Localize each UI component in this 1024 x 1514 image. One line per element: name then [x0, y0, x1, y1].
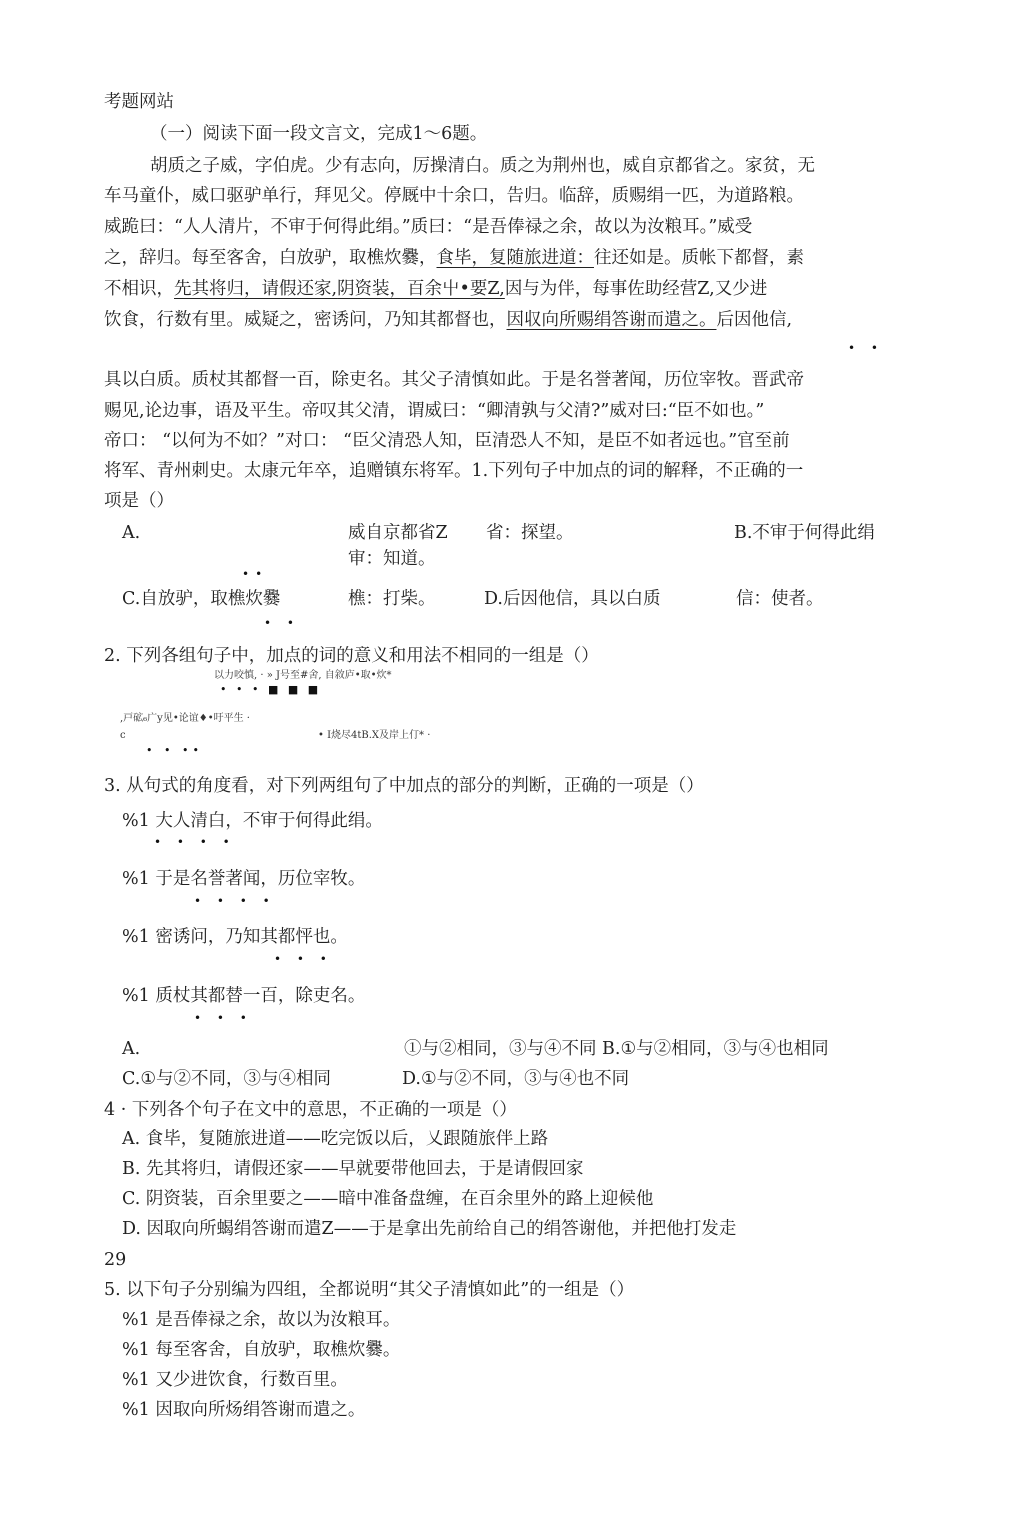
- emphasis-dots: • • • •: [154, 835, 236, 849]
- emphasis-dots: • • ••: [146, 744, 203, 757]
- emphasis-dots: • • • •: [194, 894, 276, 908]
- q1-option-a-gloss: 省：探望。: [486, 523, 574, 543]
- q1-option-d-text: D.后因他信，具以白质: [484, 589, 661, 609]
- passage-text: 不相识，: [104, 279, 174, 299]
- passage-text: 之，辞归。每至客舍，白放驴，取樵炊爨，: [104, 248, 437, 268]
- q2-garbled-line-3b: • I烧尽4tB.X及岸上仃* ·: [318, 730, 431, 741]
- passage-text: 因与为伴，每事佐助经营Z,又少进: [504, 279, 768, 299]
- passage-text: 后因他信,: [716, 310, 793, 330]
- q4-option-a: A. 食毕，复随旅进道——吃完饭以后，乂跟随旅伴上路: [122, 1129, 549, 1149]
- q3-stem: 3. 从句式的角度看，对下列两组句了中加点的部分的判断，正确的一项是（）: [104, 776, 704, 796]
- q2-garbled-line-3a: c: [120, 730, 126, 741]
- q4-option-c: C. 阴资装，百余里要之——暗中准备盘缠，在百余里外的路上迎候他: [122, 1189, 654, 1209]
- passage-line-10: 将军、青州刺史。太康元年卒，追赠镇东将军。1.下列句子中加点的词的解释，不正确的一: [104, 461, 804, 481]
- q4-option-b: B. 先其将归，请假还家——早就要带他回去，于是请假回家: [122, 1159, 584, 1179]
- q4-option-d: D. 因取向所蝎绢答谢而遣Z——于是拿出先前给自己的绢答谢他，并把他打发走: [122, 1219, 737, 1239]
- passage-line-8: 赐见,论边事，语及平生。帝叹其父清，谓威曰：“卿清孰与父清?”威对曰:“臣不如也。”: [104, 401, 765, 421]
- passage-line-7: 具以白质。质杖其都督一百，除吏名。其父子清慎如此。于是名誉著闻，历位宰牧。晋武帝: [104, 370, 804, 390]
- q1-option-b-text: B.不审于何得此绢: [734, 523, 875, 543]
- passage-line-11: 项是（）: [104, 491, 174, 511]
- emphasis-dots: • •: [264, 616, 300, 630]
- underlined-phrase-b: 先其将归，请假还家,: [174, 279, 338, 299]
- q2-stem: 2. 下列各组句子中，加点的词的意义和用法不相同的一组是（）: [104, 646, 599, 666]
- emphasis-dots: • • •: [194, 1011, 253, 1025]
- q5-stem: 5. 以下句子分别编为四组，全都说明“其父子清慎如此”的一组是（）: [104, 1280, 635, 1300]
- page-number: 29: [104, 1250, 127, 1270]
- passage-line-4: [104, 247, 804, 269]
- q4-stem: 4 · 下列各个句子在文中的意思，不正确的一项是（）: [104, 1100, 517, 1120]
- passage-text: 往还如是。质帐下都督，素: [594, 248, 804, 268]
- passage-line-3: 威跪曰：“人人清片，不审于何得此绢。”质曰：“是吾俸禄之余，故以为汝粮耳。”威受: [104, 217, 753, 237]
- q1-option-d-gloss: 信：使者。: [736, 589, 824, 609]
- emphasis-dots: • •: [848, 341, 884, 355]
- q3-options-ab: ①与②相同，③与④不同 B.①与②相同，③与④也相同: [404, 1039, 829, 1059]
- site-header: 考题网站: [104, 92, 174, 112]
- passage-text: 饮食，行数有里。威疑之，密诱问，乃知其都督也，: [104, 310, 507, 330]
- q1-option-c-text: C.自放驴，取樵炊爨: [122, 589, 281, 609]
- passage-line-9: 帝口： “以何为不如？”对口： “臣父清恐人知，臣清恐人不知，是臣不如者远也。”官至前: [104, 431, 790, 451]
- q2-garbled-line-2: ,戸砿₆广y见•论谊♦•吁平生 ·: [120, 713, 250, 724]
- q1-option-b-gloss: 审：知道。: [348, 549, 436, 569]
- passage-line-6: [104, 309, 792, 331]
- passage-line-1: 胡质之子威，字伯虎。少有志向，厉操清白。质之为荆州也，威自京都省之。家贫，无: [150, 156, 815, 176]
- underlined-phrase-d: 因収向所赐绢答谢而遣之。: [506, 310, 717, 330]
- emphasis-dots: • • • ■ ■ ■: [220, 683, 322, 696]
- q2-garbled-line-1: 以力咬慎, · » J号至#舍, 自敘庐•取•炊*: [214, 670, 392, 681]
- q1-option-c-gloss: 樵：打柴。: [348, 589, 436, 609]
- q3-sentence-1: %1 大人清白，不审于何得此绢。: [122, 811, 383, 831]
- q1-option-a-label: A.: [122, 523, 141, 543]
- q3-option-a-label: A.: [122, 1039, 141, 1059]
- q3-sentence-2: %1 于是名誉著闻，历位宰牧。: [122, 869, 366, 889]
- q3-option-d: D.①与②不同，③与④也不同: [402, 1069, 630, 1089]
- q5-sentence-3: %1 又少进饮食，行数百里。: [122, 1370, 348, 1390]
- q5-sentence-2: %1 每至客舍，自放驴，取樵炊爨。: [122, 1340, 401, 1360]
- underlined-phrase-c: 阴资装，百余屮•要Z,: [337, 279, 505, 299]
- emphasis-dots: • • •: [274, 952, 333, 966]
- underlined-phrase-a: 食毕，复随旅进道：: [436, 248, 594, 268]
- passage-line-5: [104, 278, 767, 300]
- q5-sentence-1: %1 是吾俸禄之余，故以为汝粮耳。: [122, 1310, 401, 1330]
- q1-option-a-text: 威自京都省Z: [348, 523, 448, 543]
- q3-option-c: C.①与②不同，③与④相同: [122, 1069, 332, 1089]
- q3-sentence-3: %1 密诱问，乃知其都怦也。: [122, 927, 348, 947]
- passage-line-2: 车马童仆，威口驱驴单行，拜见父。停厩中十余口，告归。临辞，质赐绢一匹，为道路粮。: [104, 186, 804, 206]
- section-intro: （一）阅读下面一段文言文，完成1〜6题。: [150, 124, 488, 144]
- q3-sentence-4: %1 质杖其都替一百，除吏名。: [122, 986, 366, 1006]
- q5-sentence-4: %1 因取向所炀绢答谢而遣之。: [122, 1400, 366, 1420]
- emphasis-dots: ••: [242, 567, 269, 581]
